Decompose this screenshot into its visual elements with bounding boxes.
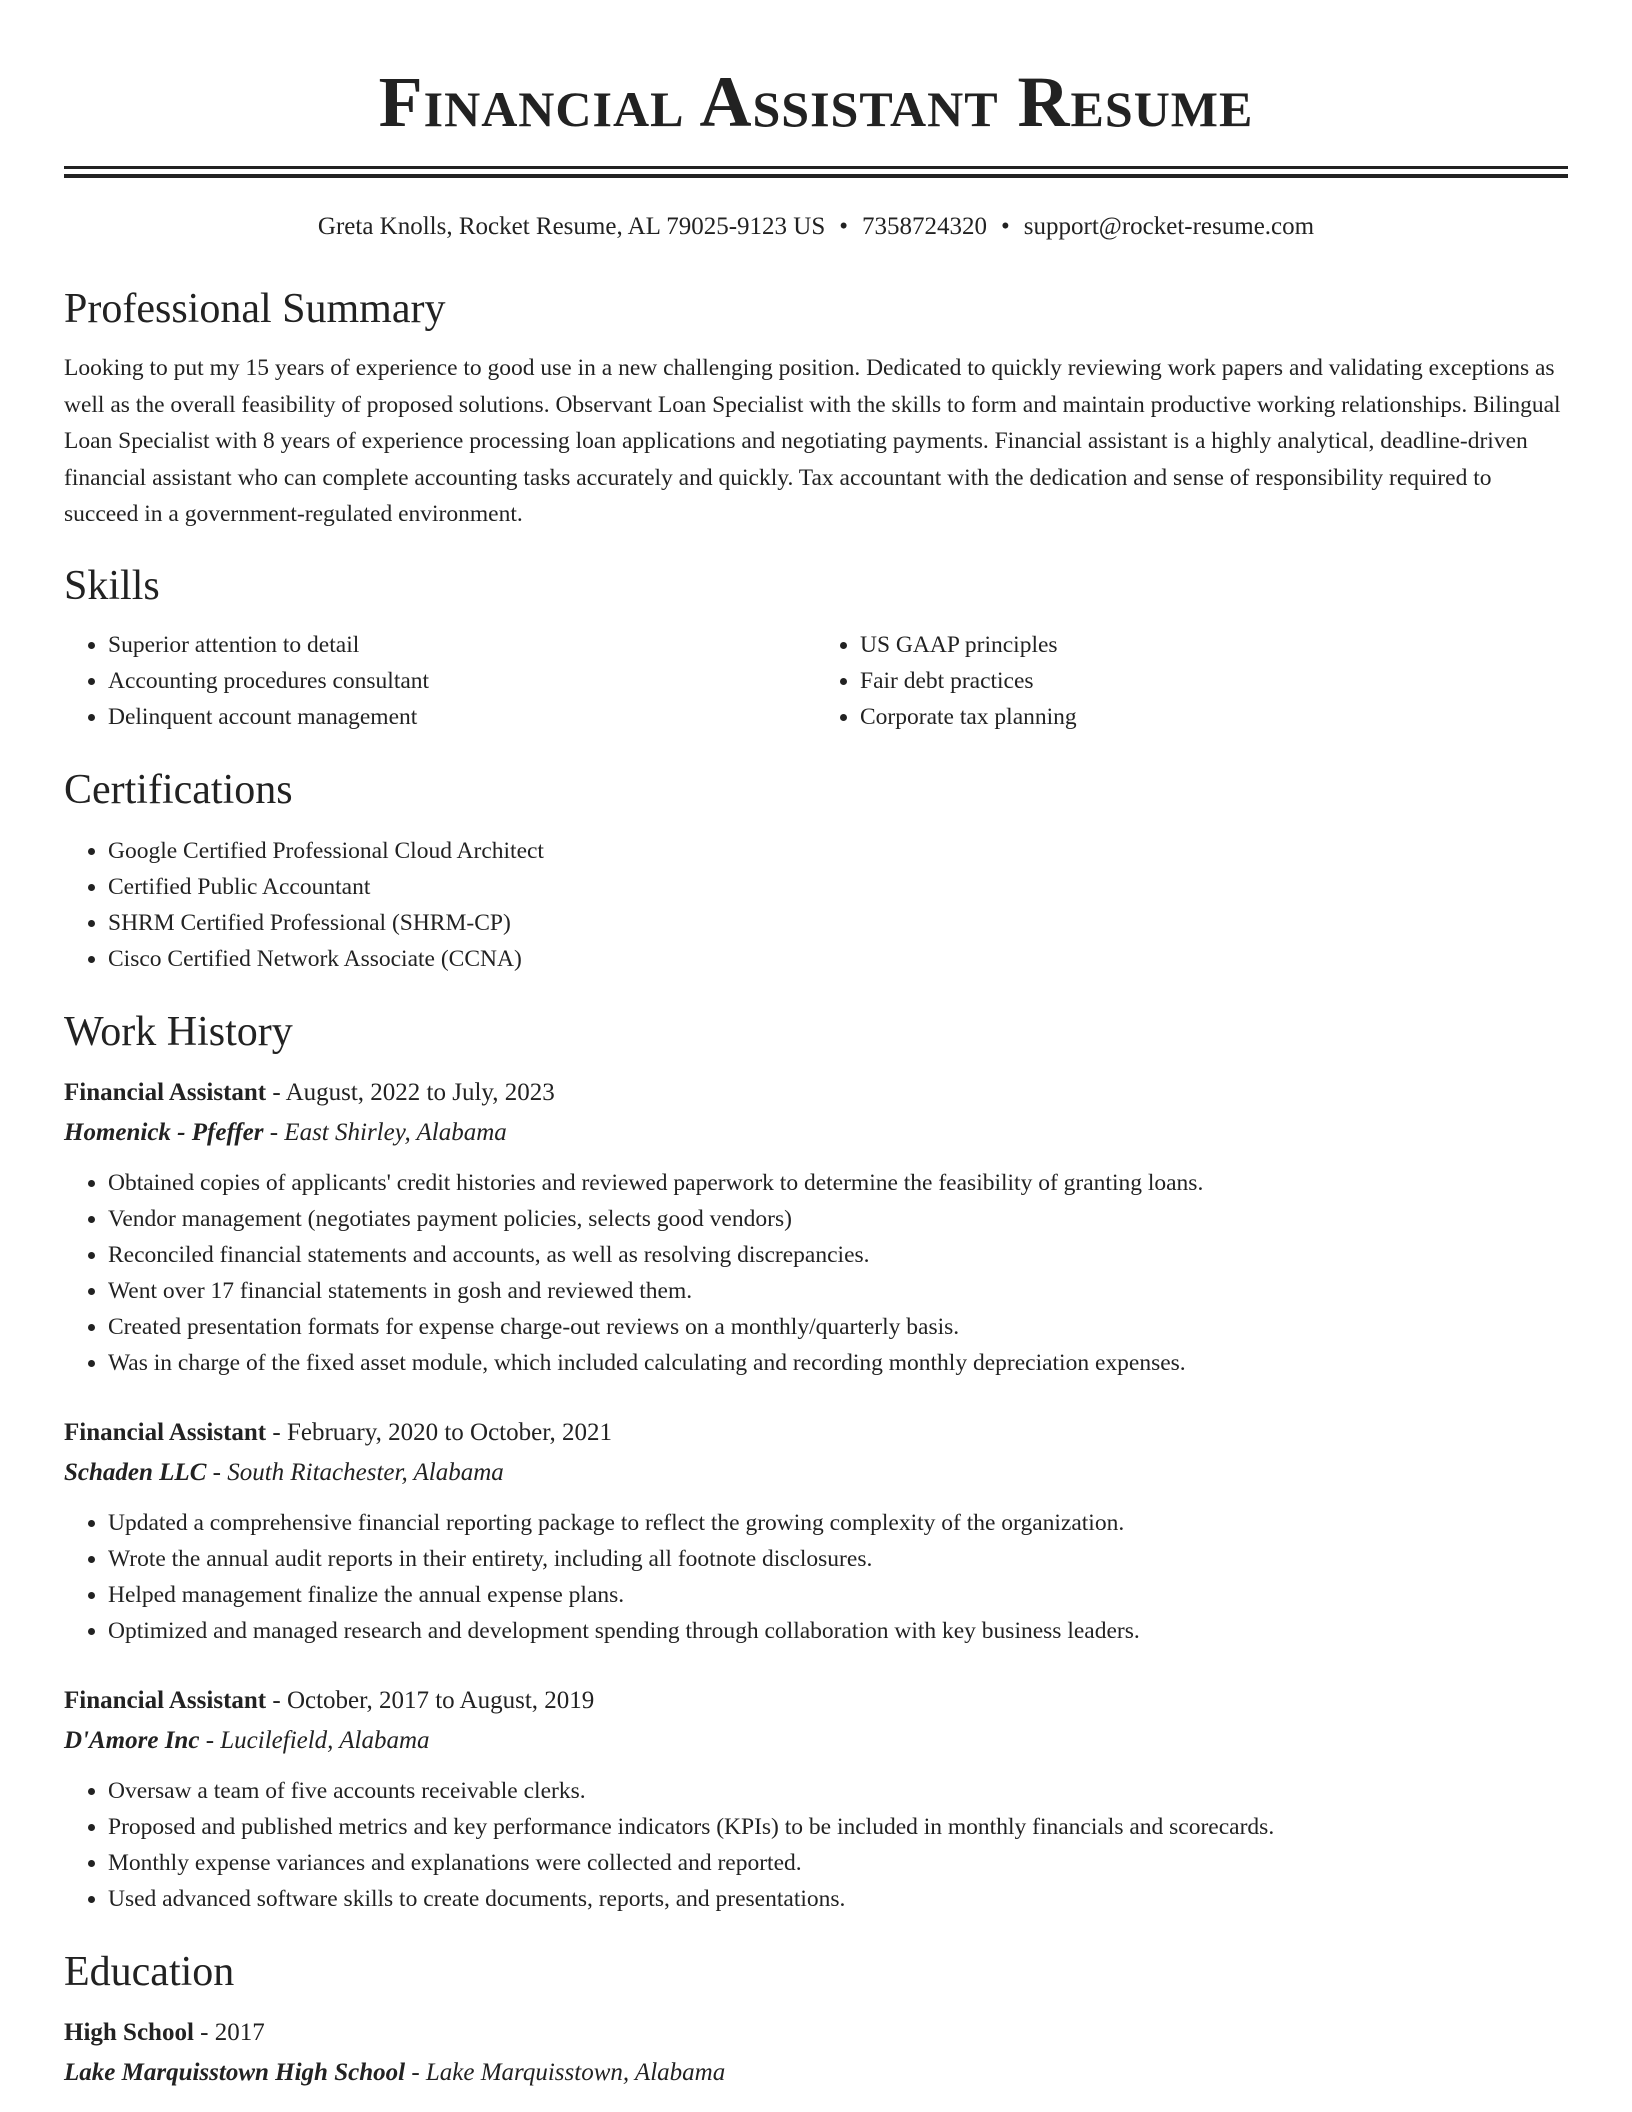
certifications-list (64, 833, 1568, 977)
job-company: Schaden LLC (64, 1458, 207, 1486)
job-location: - Lucilefield, Alabama (199, 1726, 430, 1754)
job-bullet: • Was in charge of the fixed asset module, which included calculating and recording monthly depreciation expenses. (108, 1345, 1568, 1381)
contact-line (64, 210, 1568, 244)
job-bullets (64, 1505, 1568, 1649)
skill-item: • Fair debt practices (860, 663, 1568, 699)
resume-title: Financial Assistant Resume (378, 62, 1254, 142)
job-dates: - August, 2022 to July, 2023 (266, 1078, 555, 1106)
skill-item: • Delinquent account management (108, 699, 816, 735)
skills-columns (64, 627, 1568, 735)
contact-email: support@rocket-resume.com (1023, 213, 1315, 240)
certification-item: • Certified Public Accountant (108, 869, 1568, 905)
education-school-line (64, 2053, 1568, 2093)
title-divider-top (64, 166, 1568, 169)
certification-item: • SHRM Certified Professional (SHRM-CP) (108, 905, 1568, 941)
summary-text: Looking to put my 15 years of experience to good use in a new challenging position. Dedicated to quickly reviewing work papers and validating exceptions as well as the overall feasibility of proposed solutions. Observant Loan Specialist with the skills to form and maintain productive working relationships. Bilingual Loan Specialist with 8 years of experience processing loan applications and negotiating payments. Financial assistant is a highly analytical, deadline-driven financial assistant who can complete accounting tasks accurately and quickly. Tax accountant with the dedication and sense of responsibility required to succeed in a government-regulated environment. (64, 355, 1561, 527)
job-company-line (64, 1721, 1568, 1761)
job-title: Financial Assistant (64, 1418, 267, 1446)
job-location: - South Ritachester, Alabama (206, 1458, 504, 1486)
education-heading: Education (64, 1948, 235, 1995)
job-company-line (64, 1453, 1568, 1493)
skills-list-right (816, 627, 1568, 735)
job-bullet: • Updated a comprehensive financial reporting package to reflect the growing complexity of the organization. (108, 1505, 1568, 1541)
skills-list-left (64, 627, 816, 735)
job-bullet: • Helped management finalize the annual expense plans. (108, 1577, 1568, 1613)
job-entry (64, 1073, 1568, 1381)
job-bullet: • Obtained copies of applicants' credit histories and reviewed paperwork to determine the feasibility of granting loans. (108, 1165, 1568, 1201)
work-history-heading: Work History (64, 1008, 293, 1055)
job-company: D'Amore Inc (64, 1726, 200, 1754)
job-title: Financial Assistant (64, 1078, 267, 1106)
skills-heading: Skills (64, 562, 160, 609)
education-title-line (64, 2013, 1568, 2053)
job-bullet: • Went over 17 financial statements in gosh and reviewed them. (108, 1273, 1568, 1309)
job-title-line (64, 1413, 1568, 1453)
job-bullet: • Reconciled financial statements and accounts, as well as resolving discrepancies. (108, 1237, 1568, 1273)
certification-item: • Cisco Certified Network Associate (CCNA) (108, 941, 1568, 977)
job-bullet: • Wrote the annual audit reports in their entirety, including all footnote disclosures. (108, 1541, 1568, 1577)
job-bullet: • Vendor management (negotiates payment policies, selects good vendors) (108, 1201, 1568, 1237)
education-location: - Lake Marquisstown, Alabama (405, 2058, 726, 2086)
summary-heading: Professional Summary (64, 286, 446, 332)
education-year: - 2017 (193, 2018, 265, 2046)
job-company-line (64, 1113, 1568, 1153)
certification-item: • Google Certified Professional Cloud Architect (108, 833, 1568, 869)
contact-separator: • (839, 213, 849, 240)
education-entry (64, 2013, 1568, 2093)
skill-item: • US GAAP principles (860, 627, 1568, 663)
job-title: Financial Assistant (64, 1686, 267, 1714)
education-degree: High School (64, 2018, 194, 2046)
job-bullet: • Monthly expense variances and explanations were collected and reported. (108, 1845, 1568, 1881)
job-title-line (64, 1681, 1568, 1721)
job-bullet: • Created presentation formats for expense charge-out reviews on a monthly/quarterly basis. (108, 1309, 1568, 1345)
job-bullet: • Proposed and published metrics and key performance indicators (KPIs) to be included in monthly financials and scorecards. (108, 1809, 1568, 1845)
contact-phone: 7358724320 (862, 213, 988, 240)
job-location: - East Shirley, Alabama (263, 1118, 507, 1146)
education-school: Lake Marquisstown High School (64, 2058, 406, 2086)
contact-address: Greta Knolls, Rocket Resume, AL 79025-9123 US (317, 213, 826, 240)
job-bullet: • Oversaw a team of five accounts receivable clerks. (108, 1773, 1568, 1809)
skill-item: • Corporate tax planning (860, 699, 1568, 735)
job-company: Homenick - Pfeffer (64, 1118, 264, 1146)
skill-item: • Accounting procedures consultant (108, 663, 816, 699)
job-bullet: • Used advanced software skills to create documents, reports, and presentations. (108, 1881, 1568, 1917)
title-divider-bottom (64, 174, 1568, 178)
certifications-heading: Certifications (64, 766, 293, 813)
job-title-line (64, 1073, 1568, 1113)
job-entry (64, 1413, 1568, 1649)
job-dates: - October, 2017 to August, 2019 (266, 1686, 595, 1714)
contact-separator: • (1001, 213, 1010, 240)
job-dates: - February, 2020 to October, 2021 (266, 1418, 613, 1446)
skill-item: • Superior attention to detail (108, 627, 816, 663)
job-bullets (64, 1165, 1568, 1381)
job-bullets (64, 1773, 1568, 1917)
job-bullet: • Optimized and managed research and development spending through collaboration with key business leaders. (108, 1613, 1568, 1649)
job-entry (64, 1681, 1568, 1917)
